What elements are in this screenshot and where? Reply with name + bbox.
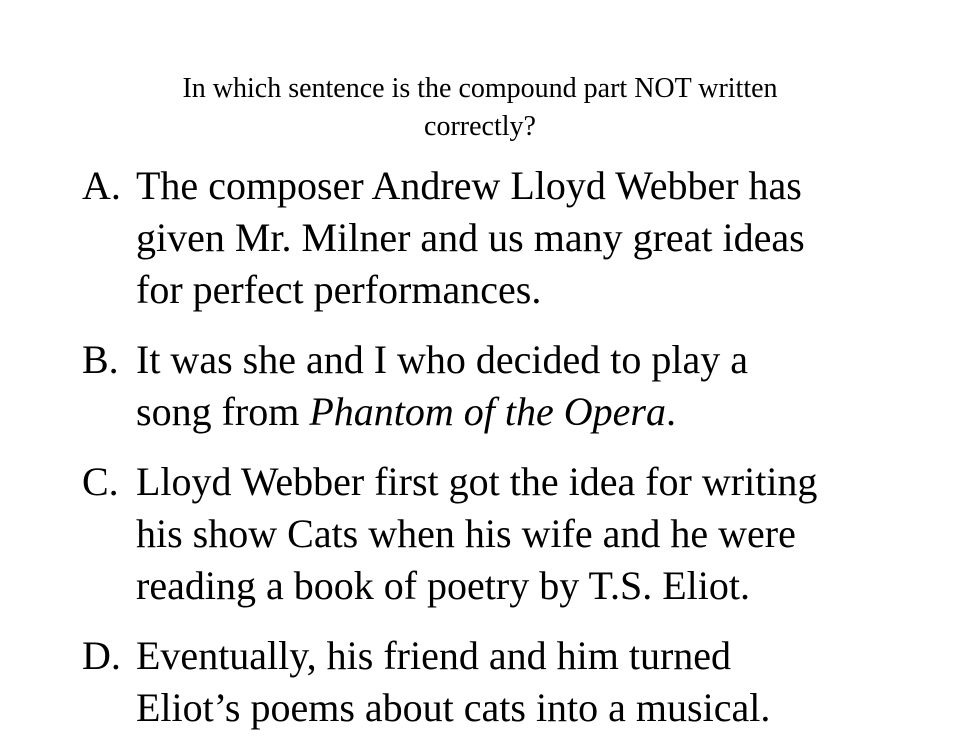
option-a-letter: A. <box>82 163 121 208</box>
option-b-text <box>136 334 932 438</box>
option-c-text: Lloyd Webber first got the idea for writing his show Cats when his wife and he were reading a book of poetry by T.S. Eliot. <box>136 459 818 608</box>
option-b <box>82 334 932 438</box>
option-b-text-after: . <box>665 389 676 434</box>
option-d-text: Eventually, his friend and him turned Eliot’s poems about cats into a musical. <box>136 633 771 730</box>
option-d-letter: D. <box>82 633 121 678</box>
option-b-title-italic: Phantom of the Opera <box>309 389 666 434</box>
option-d <box>82 630 932 734</box>
answer-options <box>82 160 932 752</box>
option-b-text-before: It was she and I who decided to play a song from <box>136 337 749 434</box>
option-b-letter: B. <box>82 337 119 382</box>
option-c <box>82 456 932 612</box>
question-title: In which sentence is the compound part NOT written correctly? <box>182 73 778 142</box>
option-c-letter: C. <box>82 459 119 504</box>
option-a-text: The composer Andrew Lloyd Webber has given Mr. Milner and us many great ideas for perfect performances. <box>136 163 805 312</box>
option-a <box>82 160 932 316</box>
